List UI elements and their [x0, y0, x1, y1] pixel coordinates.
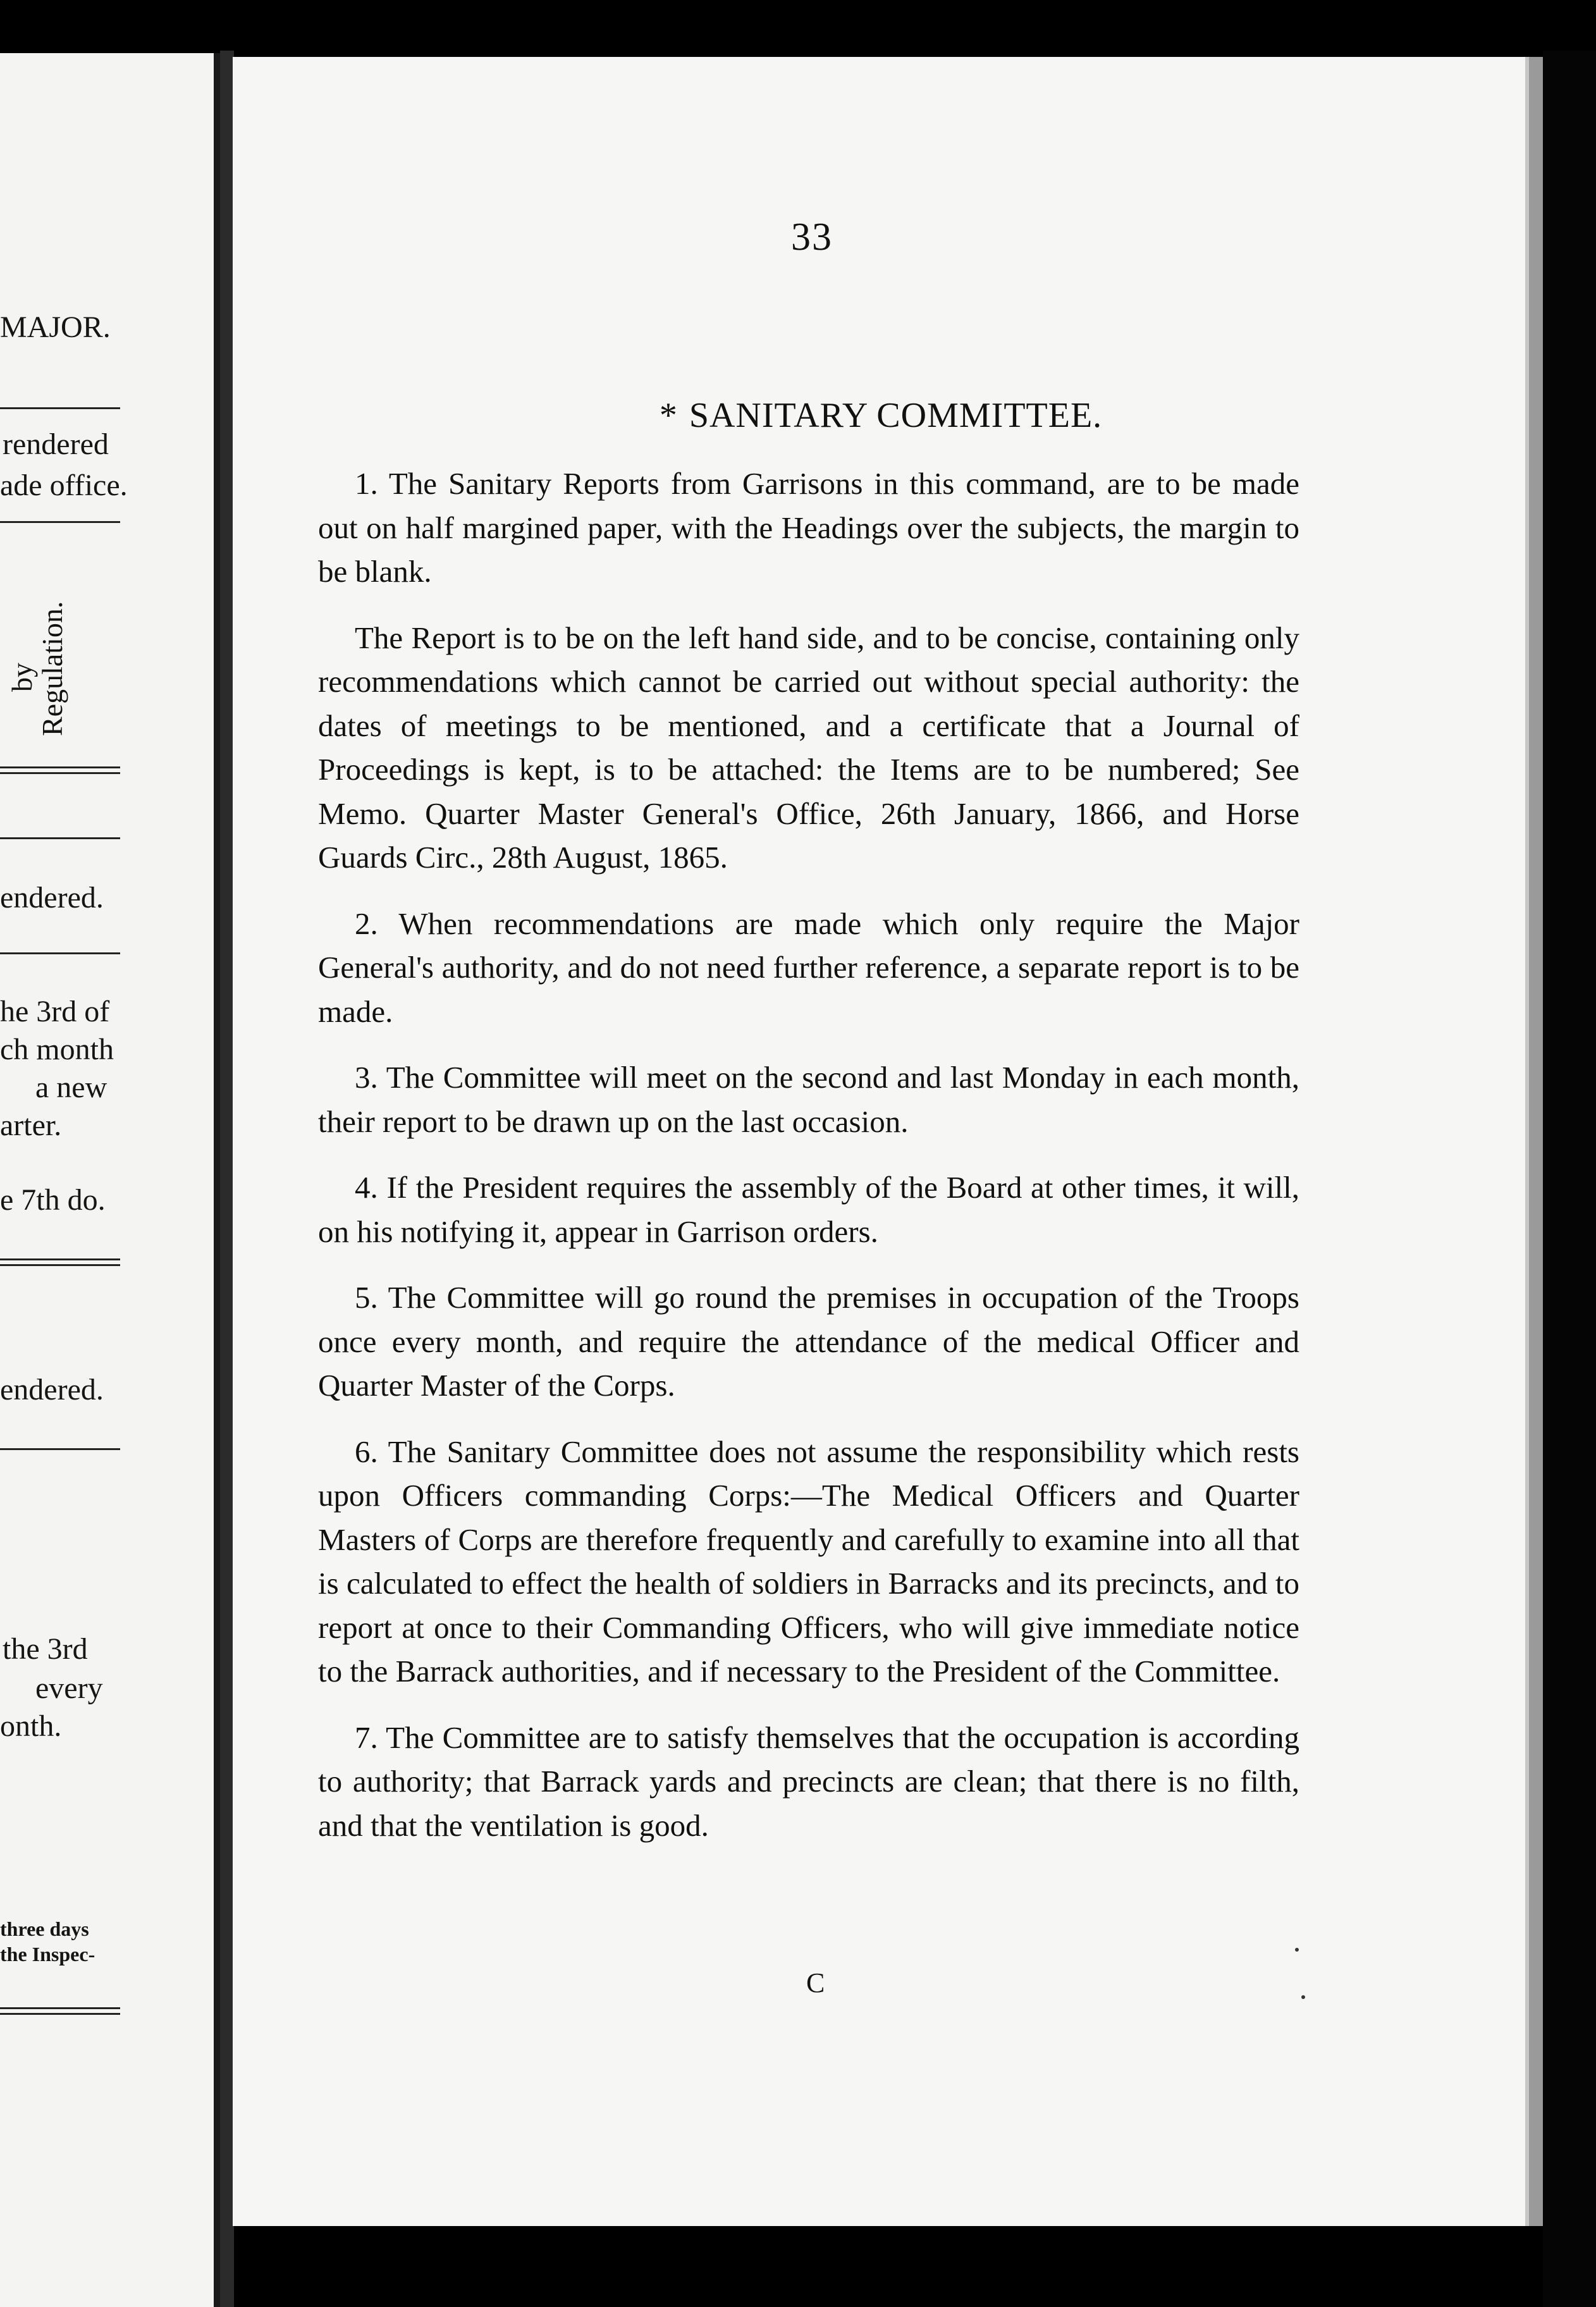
section-heading [233, 395, 1529, 436]
page-number: 33 [791, 216, 833, 259]
left-line: a new [35, 1071, 107, 1104]
previous-page-fragment [0, 53, 220, 2307]
left-line: endered. [0, 881, 104, 914]
paragraph-report: The Report is to be on the left hand side, and to be concise, containing only recommendations which cannot be carried out without special authority: the dates of meetings to be mentioned, and a certificate that a Journal of Proceedings is kept, is to be attached: the Items are to be numbered; See Memo. Quarter Master General's Office, 26th January, 1866, and Horse Guards Circ., 28th August, 1865. [318, 620, 1299, 875]
left-rule [0, 1258, 120, 1260]
paragraph-4: 4. If the President requires the assembly of the Board at other times, it will, on his notifying it, appear in Garrison orders. [318, 1170, 1299, 1249]
left-line: onth. [0, 1709, 62, 1743]
left-line: e 7th do. [0, 1183, 106, 1217]
left-rule [0, 952, 120, 954]
print-speck [1301, 1995, 1305, 1999]
left-rule [0, 407, 120, 409]
left-line: the 3rd [3, 1632, 88, 1666]
left-rule [0, 1448, 120, 1450]
print-speck [1295, 1948, 1299, 1952]
left-rule [0, 837, 120, 839]
left-line: rendered [3, 428, 109, 461]
footnote-asterisk: * [659, 396, 678, 435]
left-rule [0, 521, 120, 523]
left-line: ade office. [0, 469, 128, 502]
left-rule [0, 766, 120, 768]
left-line: endered. [0, 1373, 104, 1406]
left-line: he 3rd of [0, 995, 110, 1028]
heading-text: SANITARY COMMITTEE. [689, 396, 1103, 435]
scan-edge [1543, 51, 1596, 2307]
left-line: ch month [0, 1033, 114, 1066]
paragraph-1: 1. The Sanitary Reports from Garrisons in this command, are to be made out on half margined paper, with the Headings over the subjects, the margin to be blank. [318, 466, 1299, 589]
document-page [233, 57, 1543, 2226]
left-vertical-text: Regulation. [36, 601, 68, 736]
paragraph-3: 3. The Committee will meet on the second and last Monday in each month, their report to be drawn up on the last occasion. [318, 1060, 1299, 1139]
left-line: every [35, 1671, 103, 1705]
left-rule [0, 2007, 120, 2009]
left-vertical-text: by [6, 663, 38, 692]
paragraph-5: 5. The Committee will go round the premises in occupation of the Troops once every month, and require the attendance of the medical Officer and Quarter Master of the Corps. [318, 1280, 1299, 1403]
left-line: MAJOR. [0, 311, 111, 344]
left-footnote-line: three days [0, 1917, 89, 1940]
left-line: arter. [0, 1109, 62, 1142]
paragraph-6: 6. The Sanitary Committee does not assume the responsibility which rests upon Officers commanding Corps:—The Medical Officers and Quarter Masters of Corps are therefore frequently and carefully to examine into all that is calculated to effect the health of soldiers in Barracks and its precincts, and to report at once to their Commanding Officers, who will give immediate notice to the Barrack authorities, and if necessary to the President of the Committee. [318, 1434, 1299, 1689]
left-footnote-line: the Inspec- [0, 1943, 95, 1966]
paragraph-2: 2. When recommendations are made which only require the Major General's authority, and do not need further reference, a separate report is to be made. [318, 906, 1299, 1029]
signature-mark: C [806, 1967, 825, 1998]
book-gutter [220, 51, 234, 2307]
body-text [318, 462, 1299, 1869]
paragraph-7: 7. The Committee are to satisfy themselves that the occupation is according to authority; that Barrack yards and precincts are clean; that there is no filth, and that the ventilation is good. [318, 1719, 1299, 1843]
